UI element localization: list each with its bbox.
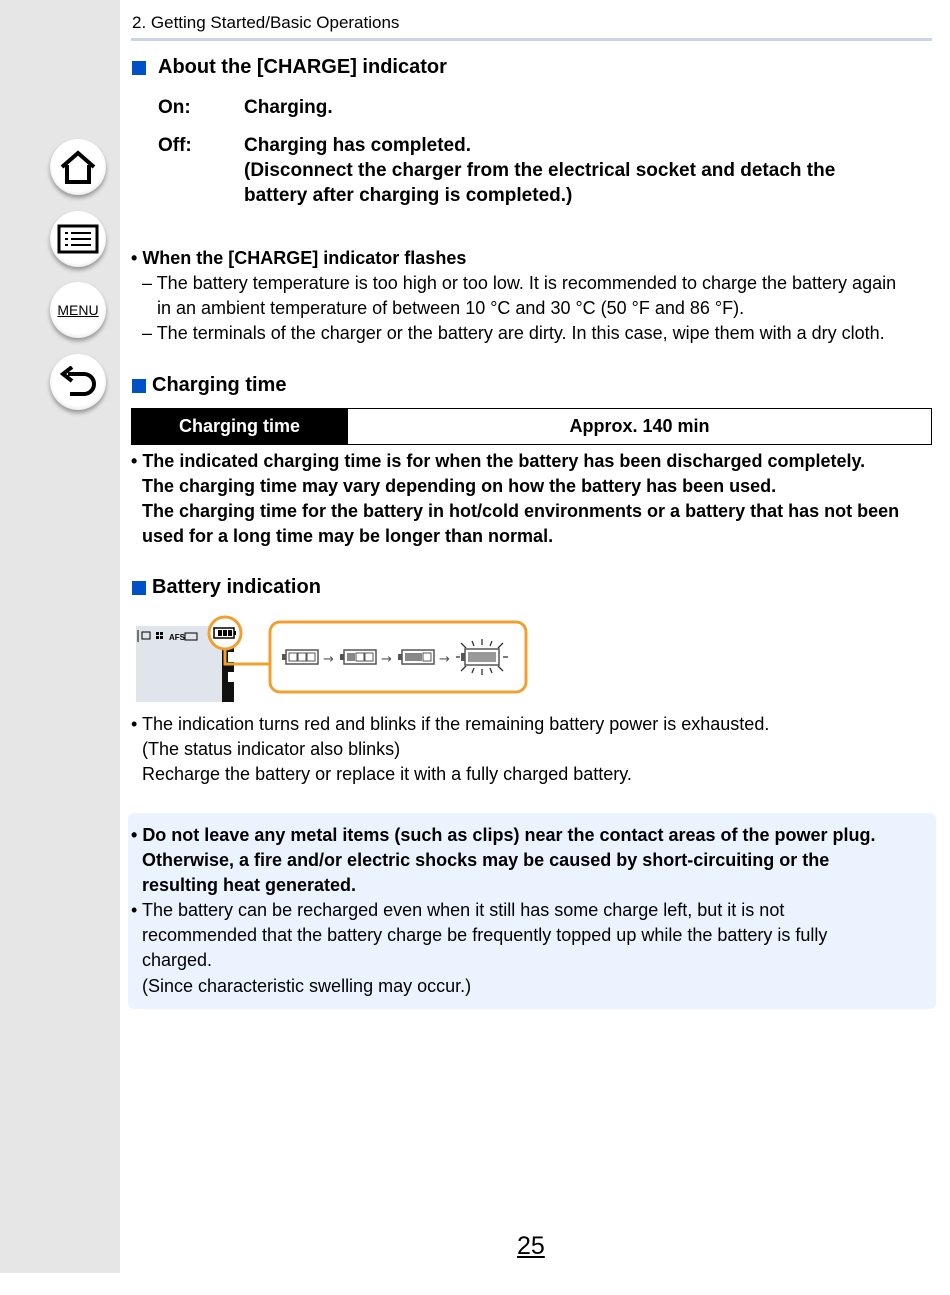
- svg-text:→: →: [323, 652, 334, 667]
- page-number[interactable]: 25: [517, 1232, 545, 1260]
- sidebar: [0, 0, 120, 1273]
- back-arrow-icon: [58, 366, 98, 398]
- home-button[interactable]: [50, 139, 106, 195]
- off-text-3: battery after charging is completed.): [244, 185, 573, 206]
- charging-note-1: • The indicated charging time is for when the battery has been discharged completely.: [131, 451, 866, 471]
- svg-text:→: →: [439, 652, 450, 667]
- warning-line-3: charged.: [142, 950, 213, 970]
- flashes-item-1-cont: in an ambient temperature of between 10 °C and 30 °C (50 °F and 86 °F).: [157, 298, 745, 318]
- charging-note-2: The charging time may vary depending on how the battery has been used.: [142, 476, 777, 496]
- battery-indication-illustration: [134, 612, 534, 706]
- battery-note-1: • The indication turns red and blinks if the remaining battery power is exhausted.: [131, 714, 770, 734]
- warning-line-1: • The battery can be recharged even when it still has some charge left, but it is not: [131, 900, 785, 920]
- flashes-item-2: – The terminals of the charger or the battery are dirty. In this case, wipe them with a dry cloth.: [142, 323, 885, 343]
- off-text-2: (Disconnect the charger from the electrical socket and detach the: [244, 160, 836, 181]
- afs-label: AFS: [169, 633, 185, 642]
- square-bullet-icon: [132, 61, 146, 75]
- back-button[interactable]: [50, 354, 106, 410]
- header-divider: [131, 38, 932, 41]
- menu-label: MENU: [57, 302, 99, 318]
- off-label: Off:: [158, 135, 192, 156]
- warning-bold-2: Otherwise, a fire and/or electric shocks may be caused by short-circuiting or the: [142, 850, 830, 870]
- sidebar-edge: [0, 1273, 120, 1295]
- battery-note-3: Recharge the battery or replace it with a fully charged battery.: [142, 764, 632, 784]
- home-icon: [58, 149, 98, 185]
- warning-line-4: (Since characteristic swelling may occur.): [142, 976, 472, 996]
- section-charging-time-title: Charging time: [132, 374, 286, 397]
- breadcrumb: 2. Getting Started/Basic Operations: [132, 13, 400, 32]
- warning-line-2: recommended that the battery charge be frequently topped up while the battery is fully: [142, 925, 828, 945]
- charging-note-3: The charging time for the battery in hot/cold environments or a battery that has not been: [142, 501, 900, 521]
- on-text: Charging.: [244, 97, 333, 118]
- warning-bold-3: resulting heat generated.: [142, 875, 357, 895]
- contents-button[interactable]: [50, 211, 106, 267]
- flashes-item-1: – The battery temperature is too high or too low. It is recommended to charge the battery again: [142, 273, 897, 293]
- charging-time-table: [131, 408, 932, 445]
- charging-note-4: used for a long time may be longer than normal.: [142, 526, 554, 546]
- off-text-1: Charging has completed.: [244, 135, 471, 156]
- square-bullet-icon: [132, 581, 146, 595]
- menu-button[interactable]: [50, 282, 106, 338]
- warning-bold-1: • Do not leave any metal items (such as clips) near the contact areas of the power plug.: [131, 825, 876, 845]
- table-header-cell: Charging time: [132, 409, 347, 444]
- svg-text:→: →: [381, 652, 392, 667]
- section-charge-indicator-title: About the [CHARGE] indicator: [132, 56, 447, 79]
- square-bullet-icon: [132, 379, 146, 393]
- section-battery-indication-title: Battery indication: [132, 576, 321, 599]
- list-icon: [57, 224, 99, 254]
- flashes-bullet: • When the [CHARGE] indicator flashes: [131, 248, 467, 268]
- table-value-cell: Approx. 140 min: [347, 409, 931, 444]
- on-label: On:: [158, 97, 191, 118]
- battery-note-2: (The status indicator also blinks): [142, 739, 401, 759]
